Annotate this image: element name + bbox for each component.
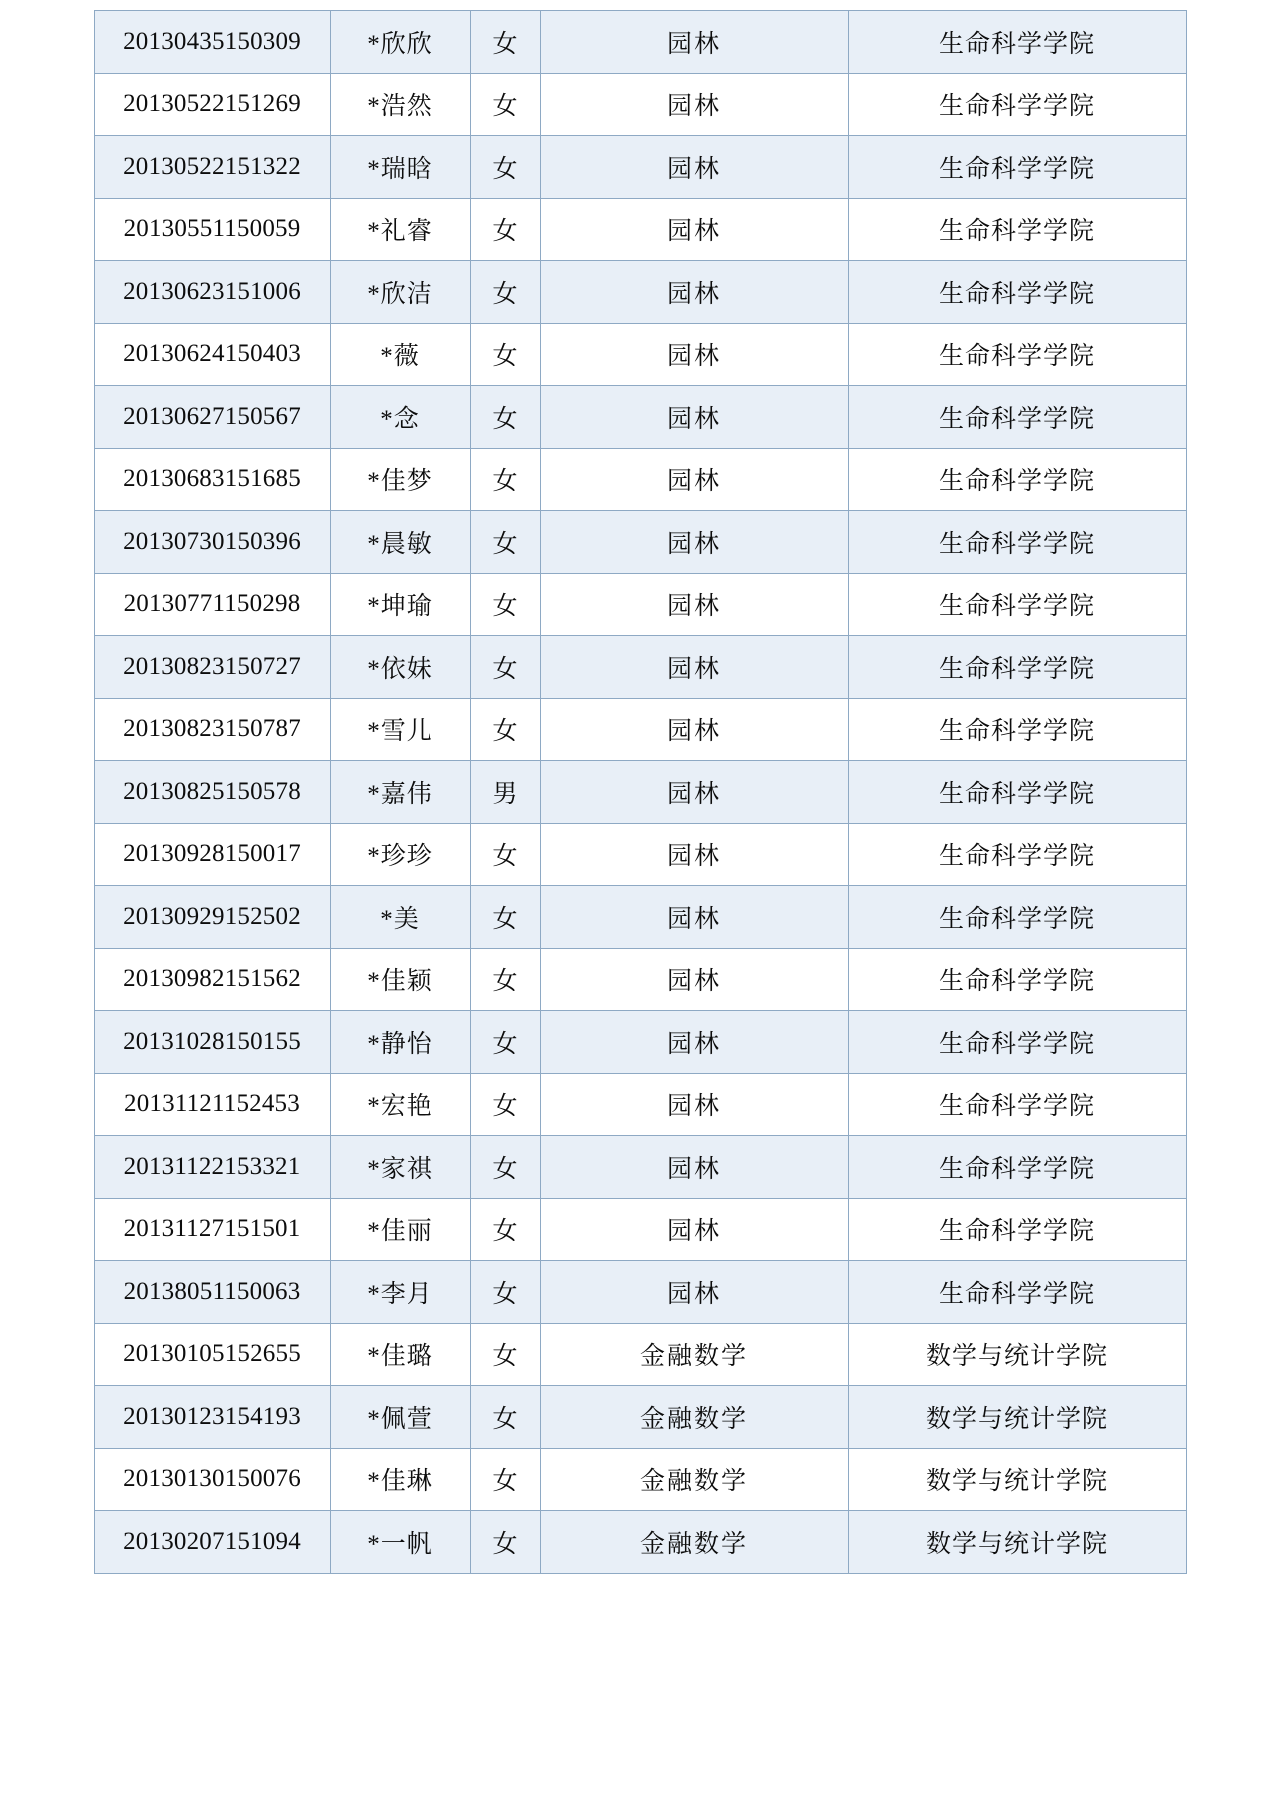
student-major-cell: 园林 xyxy=(540,386,848,449)
student-department-cell: 生命科学学院 xyxy=(848,261,1186,324)
table-row xyxy=(94,1448,1186,1511)
student-name-cell: *佳丽 xyxy=(330,1198,470,1261)
student-department-cell: 生命科学学院 xyxy=(848,1073,1186,1136)
student-name-cell: *依妹 xyxy=(330,636,470,699)
table-row xyxy=(94,761,1186,824)
student-department-cell: 生命科学学院 xyxy=(848,761,1186,824)
student-id-cell: 20131028150155 xyxy=(94,1011,330,1074)
student-name-cell: *欣欣 xyxy=(330,11,470,74)
student-sex-cell: 女 xyxy=(470,948,540,1011)
table-row xyxy=(94,323,1186,386)
student-id-cell: 20130435150309 xyxy=(94,11,330,74)
student-department-cell: 生命科学学院 xyxy=(848,1011,1186,1074)
student-id-cell: 20130982151562 xyxy=(94,948,330,1011)
student-id-cell: 20130207151094 xyxy=(94,1511,330,1574)
student-sex-cell: 男 xyxy=(470,761,540,824)
student-sex-cell: 女 xyxy=(470,1198,540,1261)
table-row xyxy=(94,198,1186,261)
student-sex-cell: 女 xyxy=(470,73,540,136)
student-major-cell: 园林 xyxy=(540,1011,848,1074)
student-department-cell: 生命科学学院 xyxy=(848,1198,1186,1261)
student-sex-cell: 女 xyxy=(470,198,540,261)
student-name-cell: *佳梦 xyxy=(330,448,470,511)
student-id-cell: 20131127151501 xyxy=(94,1198,330,1261)
table-row xyxy=(94,511,1186,574)
student-major-cell: 园林 xyxy=(540,823,848,886)
student-id-cell: 20130623151006 xyxy=(94,261,330,324)
table-row xyxy=(94,136,1186,199)
student-department-cell: 生命科学学院 xyxy=(848,948,1186,1011)
student-sex-cell: 女 xyxy=(470,1323,540,1386)
student-name-cell: *欣洁 xyxy=(330,261,470,324)
student-id-cell: 20130522151322 xyxy=(94,136,330,199)
table-row xyxy=(94,448,1186,511)
student-name-cell: *佩萱 xyxy=(330,1386,470,1449)
student-sex-cell: 女 xyxy=(470,511,540,574)
student-sex-cell: 女 xyxy=(470,136,540,199)
table-row xyxy=(94,1136,1186,1199)
student-department-cell: 生命科学学院 xyxy=(848,323,1186,386)
student-sex-cell: 女 xyxy=(470,1261,540,1324)
student-name-cell: *佳颖 xyxy=(330,948,470,1011)
table-row xyxy=(94,73,1186,136)
table-body xyxy=(94,11,1186,1574)
student-major-cell: 园林 xyxy=(540,11,848,74)
student-name-cell: *念 xyxy=(330,386,470,449)
student-major-cell: 园林 xyxy=(540,511,848,574)
student-id-cell: 20131122153321 xyxy=(94,1136,330,1199)
student-id-cell: 20130683151685 xyxy=(94,448,330,511)
table-row xyxy=(94,823,1186,886)
student-department-cell: 数学与统计学院 xyxy=(848,1511,1186,1574)
student-id-cell: 20130123154193 xyxy=(94,1386,330,1449)
student-sex-cell: 女 xyxy=(470,886,540,949)
student-sex-cell: 女 xyxy=(470,261,540,324)
student-name-cell: *晨敏 xyxy=(330,511,470,574)
student-id-cell: 20130130150076 xyxy=(94,1448,330,1511)
table-row xyxy=(94,636,1186,699)
student-department-cell: 生命科学学院 xyxy=(848,511,1186,574)
student-department-cell: 生命科学学院 xyxy=(848,448,1186,511)
student-department-cell: 生命科学学院 xyxy=(848,636,1186,699)
student-sex-cell: 女 xyxy=(470,1136,540,1199)
table-row xyxy=(94,1261,1186,1324)
student-id-cell: 20130771150298 xyxy=(94,573,330,636)
student-sex-cell: 女 xyxy=(470,1511,540,1574)
student-department-cell: 生命科学学院 xyxy=(848,886,1186,949)
student-name-cell: *美 xyxy=(330,886,470,949)
student-name-cell: *雪儿 xyxy=(330,698,470,761)
student-id-cell: 20130730150396 xyxy=(94,511,330,574)
student-sex-cell: 女 xyxy=(470,573,540,636)
table-row xyxy=(94,1511,1186,1574)
student-name-cell: *礼睿 xyxy=(330,198,470,261)
student-roster-table xyxy=(94,10,1187,1574)
student-department-cell: 生命科学学院 xyxy=(848,1261,1186,1324)
student-id-cell: 20130928150017 xyxy=(94,823,330,886)
student-major-cell: 园林 xyxy=(540,448,848,511)
student-major-cell: 园林 xyxy=(540,698,848,761)
student-major-cell: 园林 xyxy=(540,136,848,199)
student-department-cell: 生命科学学院 xyxy=(848,386,1186,449)
table-row xyxy=(94,261,1186,324)
student-major-cell: 园林 xyxy=(540,198,848,261)
student-id-cell: 20130929152502 xyxy=(94,886,330,949)
table-row xyxy=(94,886,1186,949)
student-major-cell: 园林 xyxy=(540,948,848,1011)
student-major-cell: 园林 xyxy=(540,1136,848,1199)
student-major-cell: 园林 xyxy=(540,73,848,136)
student-name-cell: *浩然 xyxy=(330,73,470,136)
table-row xyxy=(94,1011,1186,1074)
table-row xyxy=(94,1386,1186,1449)
student-id-cell: 20130105152655 xyxy=(94,1323,330,1386)
student-major-cell: 园林 xyxy=(540,1261,848,1324)
student-major-cell: 园林 xyxy=(540,261,848,324)
student-name-cell: *李月 xyxy=(330,1261,470,1324)
table-row xyxy=(94,698,1186,761)
student-name-cell: *宏艳 xyxy=(330,1073,470,1136)
student-sex-cell: 女 xyxy=(470,636,540,699)
student-major-cell: 园林 xyxy=(540,323,848,386)
student-sex-cell: 女 xyxy=(470,1448,540,1511)
student-id-cell: 20131121152453 xyxy=(94,1073,330,1136)
student-id-cell: 20130624150403 xyxy=(94,323,330,386)
student-name-cell: *嘉伟 xyxy=(330,761,470,824)
student-major-cell: 园林 xyxy=(540,1198,848,1261)
student-sex-cell: 女 xyxy=(470,11,540,74)
student-name-cell: *瑞晗 xyxy=(330,136,470,199)
student-sex-cell: 女 xyxy=(470,698,540,761)
student-sex-cell: 女 xyxy=(470,1386,540,1449)
table-row xyxy=(94,1198,1186,1261)
student-sex-cell: 女 xyxy=(470,323,540,386)
student-major-cell: 园林 xyxy=(540,886,848,949)
table-row xyxy=(94,1073,1186,1136)
student-major-cell: 园林 xyxy=(540,761,848,824)
student-department-cell: 数学与统计学院 xyxy=(848,1323,1186,1386)
student-sex-cell: 女 xyxy=(470,823,540,886)
student-sex-cell: 女 xyxy=(470,1073,540,1136)
student-sex-cell: 女 xyxy=(470,448,540,511)
student-sex-cell: 女 xyxy=(470,386,540,449)
student-id-cell: 20130627150567 xyxy=(94,386,330,449)
student-department-cell: 生命科学学院 xyxy=(848,73,1186,136)
student-department-cell: 生命科学学院 xyxy=(848,198,1186,261)
student-major-cell: 金融数学 xyxy=(540,1386,848,1449)
student-id-cell: 20130551150059 xyxy=(94,198,330,261)
table-row xyxy=(94,948,1186,1011)
student-name-cell: *家祺 xyxy=(330,1136,470,1199)
student-department-cell: 生命科学学院 xyxy=(848,573,1186,636)
student-major-cell: 金融数学 xyxy=(540,1511,848,1574)
student-id-cell: 20130825150578 xyxy=(94,761,330,824)
student-name-cell: *坤瑜 xyxy=(330,573,470,636)
student-name-cell: *佳琳 xyxy=(330,1448,470,1511)
student-sex-cell: 女 xyxy=(470,1011,540,1074)
student-name-cell: *珍珍 xyxy=(330,823,470,886)
student-department-cell: 生命科学学院 xyxy=(848,1136,1186,1199)
student-major-cell: 园林 xyxy=(540,573,848,636)
student-name-cell: *静怡 xyxy=(330,1011,470,1074)
student-department-cell: 数学与统计学院 xyxy=(848,1448,1186,1511)
student-department-cell: 生命科学学院 xyxy=(848,698,1186,761)
table-row xyxy=(94,573,1186,636)
student-id-cell: 20138051150063 xyxy=(94,1261,330,1324)
student-id-cell: 20130522151269 xyxy=(94,73,330,136)
student-name-cell: *佳璐 xyxy=(330,1323,470,1386)
student-major-cell: 金融数学 xyxy=(540,1448,848,1511)
student-id-cell: 20130823150787 xyxy=(94,698,330,761)
student-department-cell: 数学与统计学院 xyxy=(848,1386,1186,1449)
student-major-cell: 金融数学 xyxy=(540,1323,848,1386)
table-row xyxy=(94,1323,1186,1386)
student-name-cell: *薇 xyxy=(330,323,470,386)
student-major-cell: 园林 xyxy=(540,636,848,699)
student-department-cell: 生命科学学院 xyxy=(848,11,1186,74)
table-row xyxy=(94,386,1186,449)
table-row xyxy=(94,11,1186,74)
student-department-cell: 生命科学学院 xyxy=(848,823,1186,886)
student-id-cell: 20130823150727 xyxy=(94,636,330,699)
student-department-cell: 生命科学学院 xyxy=(848,136,1186,199)
student-major-cell: 园林 xyxy=(540,1073,848,1136)
student-name-cell: *一帆 xyxy=(330,1511,470,1574)
